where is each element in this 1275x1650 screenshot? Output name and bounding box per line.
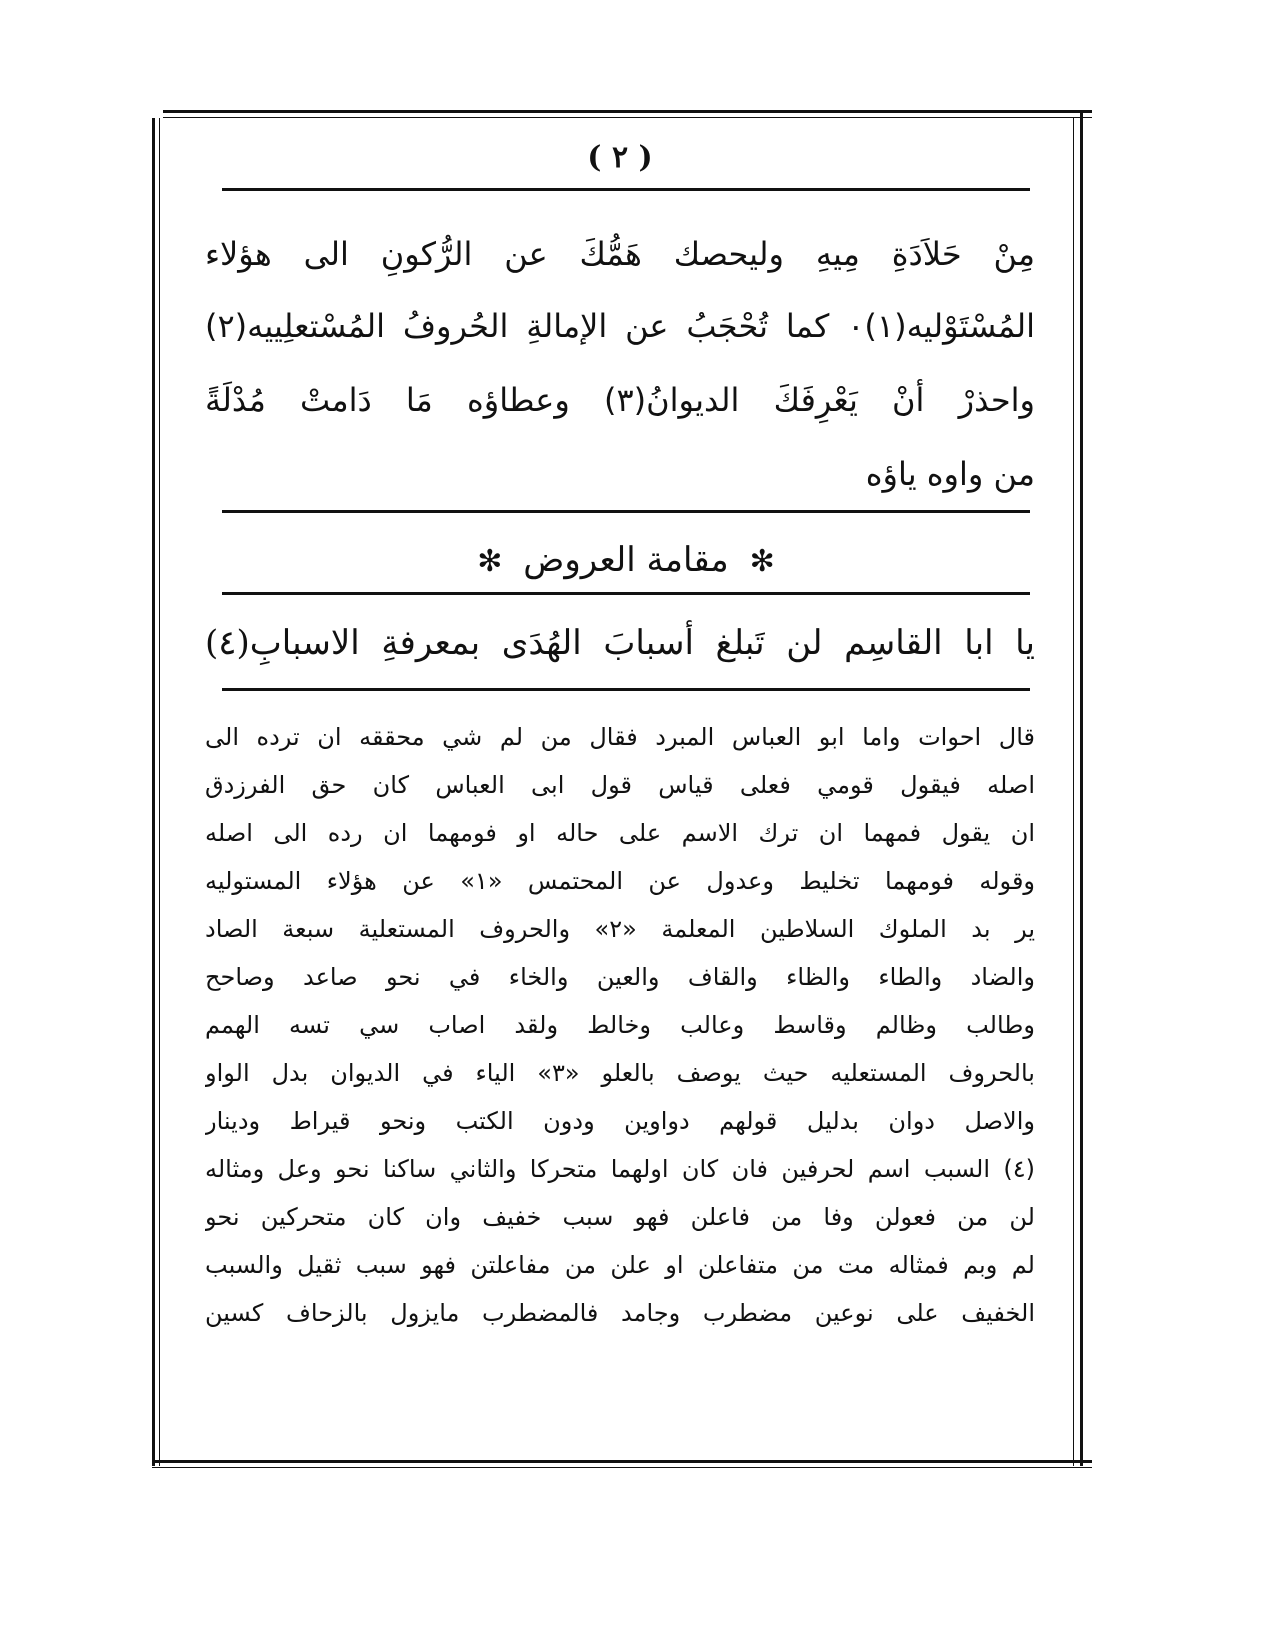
frame-border-left: [152, 118, 155, 1466]
text-line: واحذرْ أنْ يَعْرِفَكَ الديوانُ(٣) وعطاؤه مَا دَامتْ مُدْلَةً: [205, 381, 1035, 419]
footnote-line: والاصل دوان بدليل قولهم دواوين ودون الكتب ونحو قيراط ودينار: [205, 1107, 1035, 1135]
footnote-line: لن من فعولن وفا من فاعلن فهو سبب خفيف وان كان متحركين نحو: [205, 1203, 1035, 1231]
frame-border-top: [163, 110, 1092, 113]
divider-rule: [222, 688, 1030, 691]
frame-border-right-inner: [1073, 118, 1074, 1466]
frame-border-right: [1080, 110, 1083, 1466]
frame-border-top-inner: [163, 117, 1092, 118]
footnote-line: الخفيف على نوعين مضطرب وجامد فالمضطرب مايزول بالزحاف كسين: [205, 1299, 1035, 1327]
footnote-line: قال احوات واما ابو العباس المبرد فقال من لم شي محققه ان ترده الى: [205, 723, 1035, 751]
divider-rule: [222, 592, 1030, 595]
footnote-line: بالحروف المستعليه حيث يوصف بالعلو «٣» الياء في الديوان بدل الواو: [205, 1059, 1035, 1087]
footnote-line: والضاد والطاء والظاء والقاف والعين والخاء في نحو صاعد وصاحح: [205, 963, 1035, 991]
page-number: ( ٢ ): [587, 140, 653, 175]
footnote-line: ان يقول فمهما ان ترك الاسم على حاله او فومهما ان رده الى اصله: [205, 819, 1035, 847]
frame-border-left-inner: [159, 118, 160, 1466]
section-heading: [222, 530, 1030, 590]
ornament-icon: ✻: [477, 544, 503, 579]
ornament-icon: ✻: [749, 544, 775, 579]
footnote-line: وطالب وظالم وقاسط وعالب وخالط ولقد اصاب سي تسه الهمم: [205, 1011, 1035, 1039]
divider-rule: [222, 188, 1030, 191]
section-title: مقامة العروض: [523, 540, 729, 580]
footnote-line: لم وبم فمثاله مت من متفاعلن او علن من مفاعلتن فهو سبب ثقيل والسبب: [205, 1251, 1035, 1279]
frame-border-bottom-inner: [152, 1467, 1092, 1468]
footnote-line: ير بد الملوك السلاطين المعلمة «٢» والحروف المستعلية سبعة الصاد: [205, 915, 1035, 943]
frame-border-bottom: [152, 1460, 1092, 1463]
text-line: من واوه ياؤه: [865, 455, 1035, 493]
footnote-line: اصله فيقول قومي فعلى قياس قول ابى العباس كان حق الفرزدق: [205, 771, 1035, 799]
text-line: مِنْ حَلاَدَةِ مِيهِ وليحصك هَمُّكَ عن الرُّكونِ الى هؤلاء: [205, 235, 1035, 273]
footnote-line: وقوله فومهما تخليط وعدول عن المحتمس «١» عن هؤلاء المستوليه: [205, 867, 1035, 895]
text-line: المُسْتَوْليه(١)٠ كما تُحْجَبُ عن الإمالةِ الحُروفُ المُسْتعلِييه(٢): [205, 307, 1035, 345]
subheading: يا ابا القاسِم لن تَبلغ أسبابَ الهُدَى بمعرفةِ الاسبابِ(٤): [205, 623, 1035, 663]
footnote-line: (٤) السبب اسم لحرفين فان كان اولهما متحركا والثاني ساكنا نحو وعل ومثاله: [205, 1155, 1035, 1183]
divider-rule: [222, 510, 1030, 513]
